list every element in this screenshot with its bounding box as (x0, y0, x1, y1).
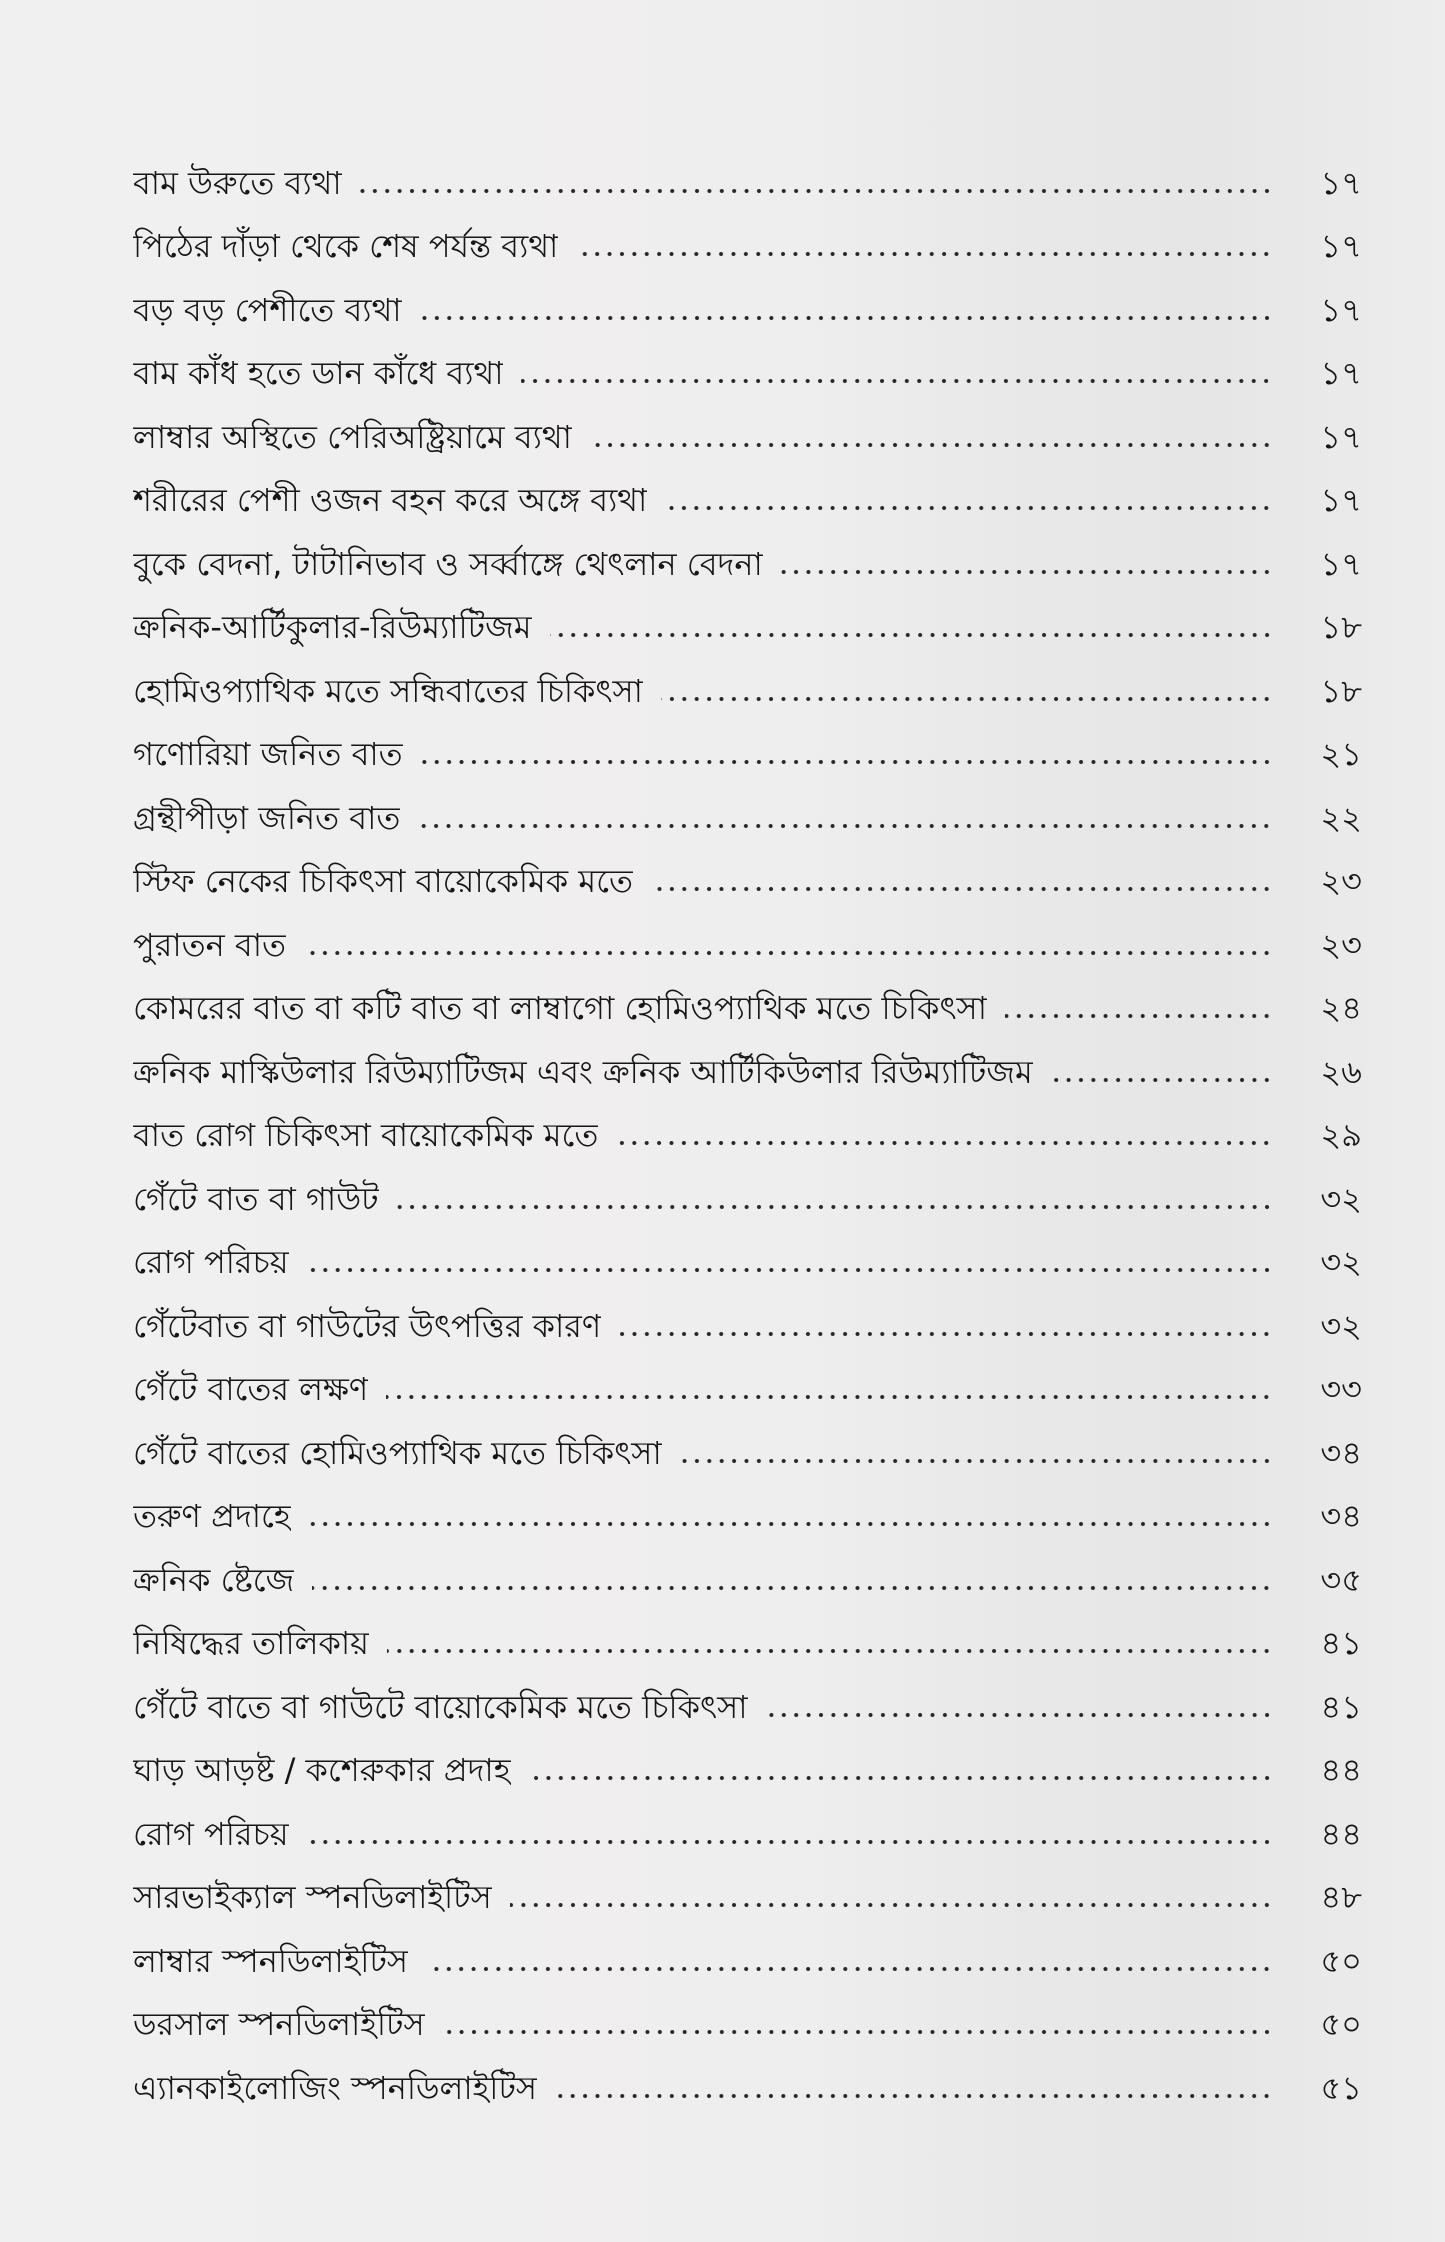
toc-entry-page: ১৭ (1320, 417, 1362, 456)
toc-entry-page: ৩৪ (1320, 1497, 1362, 1536)
dot-leader (443, 2029, 1276, 2035)
toc-entry (133, 786, 1362, 850)
toc-entry-page: ১৭ (1320, 481, 1362, 520)
dot-leader (309, 1521, 1276, 1527)
toc-entry (133, 405, 1362, 469)
toc-entry-title: ক্রনিক-আর্টিকুলার-রিউম্যাটিজম (133, 608, 532, 647)
toc-entry (133, 723, 1362, 787)
toc-entry-page: ১৭ (1320, 290, 1362, 329)
toc-entry (133, 215, 1362, 279)
toc-entry-title: লাম্বার অস্থিতে পেরিঅষ্ট্রিয়ামে ব্যথা (133, 417, 572, 456)
toc-entry-page: ২৩ (1320, 925, 1362, 964)
toc-entry-title: গেঁটেবাত বা গাউটের উৎপত্তির কারণ (133, 1306, 602, 1345)
dot-leader (418, 823, 1276, 829)
toc-entry-title: গেঁটে বাতের লক্ষণ (133, 1370, 369, 1409)
toc-entry (133, 1104, 1362, 1168)
dot-leader (304, 950, 1276, 956)
toc-entry (133, 1929, 1362, 1993)
dot-leader (360, 188, 1276, 194)
toc-entry-page: ১৭ (1320, 354, 1362, 393)
toc-entry-title: গণোরিয়া জনিত বাত (133, 735, 403, 774)
toc-entry-page: ৪৪ (1320, 1814, 1362, 1853)
toc-entry-title: বুকে বেদনা, টাটানিভাব ও সর্ব্বাঙ্গে থেৎলান বেদনা (133, 544, 763, 583)
toc-entry (133, 342, 1362, 406)
toc-entry-page: ১৭ (1320, 227, 1362, 266)
dot-leader (421, 759, 1276, 765)
toc-entry (133, 1612, 1362, 1676)
toc-entry (133, 469, 1362, 533)
toc-entry (133, 1294, 1362, 1358)
dot-leader (510, 1902, 1276, 1908)
toc-entry (133, 977, 1362, 1041)
toc-entry (133, 1485, 1362, 1549)
dot-leader (781, 569, 1276, 575)
toc-entry-title: তরুণ প্রদাহে (133, 1497, 291, 1536)
toc-entry-title: গেঁটে বাত বা গাউট (133, 1179, 379, 1218)
dot-leader (312, 1585, 1276, 1591)
toc-entry-title: বাম উরুতে ব্যথা (133, 163, 342, 202)
toc-entry-title: ঘাড় আড়ষ্ট / কশেরুকার প্রদাহ (133, 1751, 511, 1790)
toc-entry-page: ৫০ (1320, 2005, 1362, 2044)
dot-leader (651, 886, 1276, 892)
toc-entry-page: ২৬ (1320, 1052, 1362, 1091)
dot-leader (766, 1712, 1276, 1718)
toc-entry (133, 1993, 1362, 2057)
toc-entry-title: হোমিওপ্যাথিক মতে সন্ধিবাতের চিকিৎসা (133, 671, 643, 710)
toc-entry-page: ১৮ (1320, 671, 1362, 710)
dot-leader (397, 1204, 1276, 1210)
toc-entry-title: পিঠের দাঁড়া থেকে শেষ পর্যন্ত ব্যথা (133, 227, 559, 266)
toc-entry (133, 1802, 1362, 1866)
toc-entry-title: ক্রনিক ষ্টেজে (133, 1560, 295, 1599)
toc-entry (133, 278, 1362, 342)
toc-entry (133, 1040, 1362, 1104)
table-of-contents (133, 151, 1362, 2120)
toc-entry-title: ক্রনিক মাস্কিউলার রিউম্যাটিজম এবং ক্রনিক আর্টিকিউলার রিউম্যাটিজম (133, 1052, 1033, 1091)
toc-entry-page: ৫০ (1320, 1941, 1362, 1980)
toc-entry-page: ১৭ (1320, 163, 1362, 202)
toc-entry-title: ডরসাল স্পনডিলাইটিস (133, 2005, 425, 2044)
toc-entry (133, 1675, 1362, 1739)
toc-entry (133, 596, 1362, 660)
toc-entry (133, 1421, 1362, 1485)
dot-leader (420, 315, 1276, 321)
dot-leader (521, 378, 1276, 384)
toc-entry-page: ৩৪ (1320, 1433, 1362, 1472)
toc-entry-title: বড় বড় পেশীতে ব্যথা (133, 290, 402, 329)
toc-entry-title: লাম্বার স্পনডিলাইটিস (133, 1941, 409, 1980)
toc-entry-title: শরীরের পেশী ওজন বহন করে অঙ্গে ব্যথা (133, 481, 648, 520)
toc-entry (133, 913, 1362, 977)
toc-entry-page: ৪৮ (1320, 1878, 1362, 1917)
toc-entry-page: ৩৩ (1320, 1370, 1362, 1409)
toc-entry-page: ৩২ (1320, 1243, 1362, 1282)
toc-entry-title: রোগ পরিচয় (133, 1243, 289, 1282)
dot-leader (387, 1648, 1276, 1654)
toc-entry-title: গেঁটে বাতের হোমিওপ্যাথিক মতে চিকিৎসা (133, 1433, 662, 1472)
toc-entry-title: রোগ পরিচয় (133, 1814, 289, 1853)
dot-leader (307, 1839, 1276, 1845)
dot-leader (661, 696, 1276, 702)
toc-entry-page: ৪৪ (1320, 1751, 1362, 1790)
toc-entry-page: ৩২ (1320, 1306, 1362, 1345)
dot-leader (529, 1775, 1276, 1781)
dot-leader (616, 1140, 1276, 1146)
dot-leader (1051, 1077, 1276, 1083)
toc-entry-title: এ্যানকাইলোজিং স্পনডিলাইটিস (133, 2068, 538, 2107)
toc-entry (133, 532, 1362, 596)
toc-entry-title: সারভাইক্যাল স্পনডিলাইটিস (133, 1878, 492, 1917)
toc-entry-page: ৫১ (1320, 2068, 1362, 2107)
toc-entry-page: ১৮ (1320, 608, 1362, 647)
toc-entry-page: ৪১ (1320, 1687, 1362, 1726)
dot-leader (550, 632, 1276, 638)
dot-leader (426, 1966, 1276, 1972)
dot-leader (307, 1267, 1276, 1273)
toc-entry-title: নিষিদ্ধের তালিকায় (133, 1624, 369, 1663)
toc-entry-title: গ্রন্থীপীড়া জনিত বাত (133, 798, 401, 837)
toc-entry (133, 151, 1362, 215)
toc-entry (133, 1358, 1362, 1422)
toc-entry-title: কোমরের বাত বা কটি বাত বা লাম্বাগো হোমিওপ্যাথিক মতে চিকিৎসা (133, 989, 987, 1028)
toc-entry (133, 850, 1362, 914)
toc-entry (133, 2056, 1362, 2120)
toc-entry-title: গেঁটে বাতে বা গাউটে বায়োকেমিক মতে চিকিৎসা (133, 1687, 748, 1726)
dot-leader (1005, 1013, 1276, 1019)
dot-leader (386, 1394, 1276, 1400)
toc-entry (133, 1167, 1362, 1231)
toc-entry (133, 1739, 1362, 1803)
toc-entry-page: ২৯ (1320, 1116, 1362, 1155)
toc-entry-title: পুরাতন বাত (133, 925, 286, 964)
toc-entry-page: ১৭ (1320, 544, 1362, 583)
toc-entry-title: স্টিফ নেকের চিকিৎসা বায়োকেমিক মতে (133, 862, 633, 901)
dot-leader (665, 505, 1276, 511)
dot-leader (555, 2093, 1276, 2099)
toc-entry (133, 1866, 1362, 1930)
dot-leader (576, 251, 1276, 257)
toc-entry-title: বাত রোগ চিকিৎসা বায়োকেমিক মতে (133, 1116, 599, 1155)
toc-entry-page: ২৪ (1320, 989, 1362, 1028)
dot-leader (680, 1458, 1276, 1464)
toc-entry (133, 1231, 1362, 1295)
toc-entry-page: ২৩ (1320, 862, 1362, 901)
toc-entry-page: ৪১ (1320, 1624, 1362, 1663)
dot-leader (619, 1331, 1276, 1337)
toc-entry-page: ৩৫ (1320, 1560, 1362, 1599)
toc-entry (133, 659, 1362, 723)
toc-entry-page: ৩২ (1320, 1179, 1362, 1218)
toc-entry (133, 1548, 1362, 1612)
toc-entry-page: ২১ (1320, 735, 1362, 774)
toc-entry-title: বাম কাঁধ হতে ডান কাঁধে ব্যথা (133, 354, 504, 393)
dot-leader (590, 442, 1276, 448)
toc-entry-page: ২২ (1320, 798, 1362, 837)
